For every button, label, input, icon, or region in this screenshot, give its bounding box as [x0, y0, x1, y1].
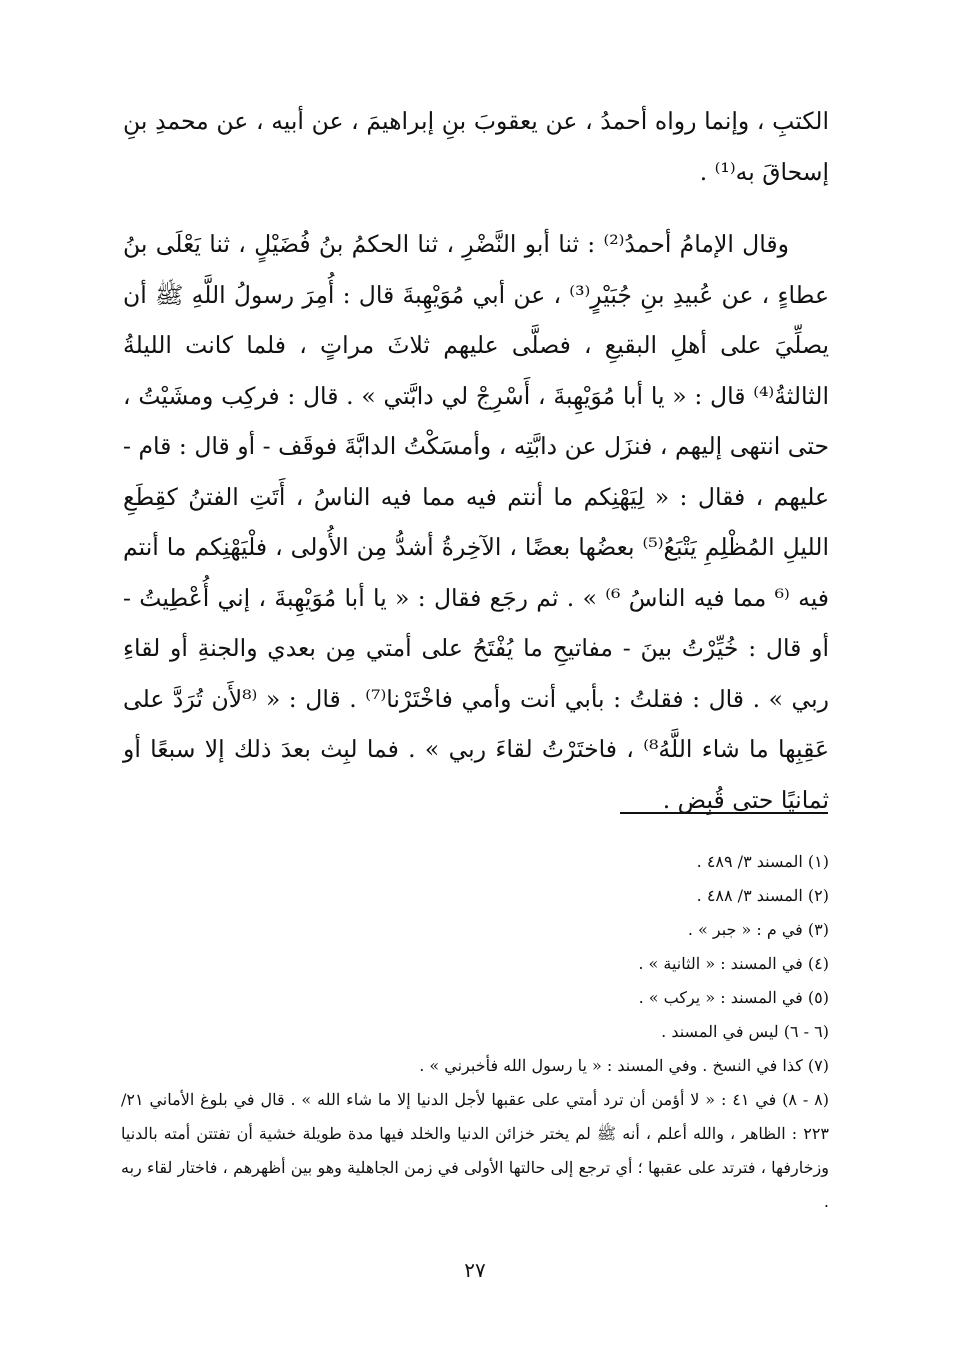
paragraph-2: وقال الإمامُ أحمدُ⁽²⁾ : ثنا أبو النَّضْرِ ، ثنا الحكمُ بنُ فُضَيْلٍ ، ثنا يَعْلَى بنُ عطاءٍ ، عن عُبيدِ بنِ جُبَيْرٍ⁽³⁾ ، عن أبي مُوَيْهِبةَ قال : أُمِرَ رسولُ اللَّهِ ﷺ أن يصلِّيَ على أهلِ البقيعِ ، فصلَّى عليهم ثلاثَ مراتٍ ، فلما كانت الليلةُ الثالثةُ⁽⁴⁾ قال : « يا أبا مُوَيْهِبةَ ، أَسْرِجْ لي دابَّتي » . قال : فركِب ومشَيْتُ ، حتى انتهى إليهم ، فنزَل عن دابَّتِه ، وأمسَكْتُ الدابَّةَ فوقَف - أو قال : قام - عليهم ، فقال : « لِيَهْنِكم ما أنتم فيه مما فيه الناسُ ، أَتَتِ الفتنُ كقِطَعِ الليلِ المُظْلِمِ يَتْبَعُ⁽⁵⁾ بعضُها بعضًا ، الآخِرةُ أشدُّ مِن الأُولى ، فلْيَهْنِكم ما أنتم فيه ⁽⁶ مما فيه الناسُ ⁶⁾ » . ثم رجَع فقال : « يا أبا مُوَيْهِبةَ ، إني أُعْطِيتُ - أو قال : خُيِّرْتُ بينَ - مفاتيحِ ما يُفْتَحُ على أمتي مِن بعدي والجنةِ أو لقاءِ ربي » . قال : فقلتُ : بأبي أنت وأمي فاخْتَرْنا⁽⁷⁾ . قال : « ⁽⁸لأَن تُرَدَّ على عَقِبِها ما شاء اللَّهُ⁸⁾ ، فاختَرْتُ لقاءَ ربي » . فما لبِث بعدَ ذلك إلا سبعًا أو ثمانيًا حتى قُبِض . [123, 230, 830, 814]
footnote-3: (٣) في م : « جبر » . [687, 920, 829, 939]
paragraph-1: الكتبِ ، وإنما رواه أحمدُ ، عن يعقوبَ بنِ إبراهيمَ ، عن أبيه ، عن محمدِ بنِ إسحاقَ به⁽¹⁾ . [123, 107, 829, 186]
footnote-divider [620, 812, 828, 814]
footnote-4: (٤) في المسند : « الثانية » . [638, 954, 829, 973]
footnote-6: (٦ - ٦) ليس في المسند . [661, 1022, 829, 1041]
footnote-1: (١) المسند ٣/ ٤٨٩ . [696, 852, 829, 871]
footnote-7: (٧) كذا في النسخ . وفي المسند : « يا رسول الله فأخبرني » . [419, 1056, 829, 1075]
footnote-5: (٥) في المسند : « يركب » . [638, 988, 829, 1007]
footnotes [121, 845, 829, 1219]
footnote-8: (٨ - ٨) في ٤١ : « لا أؤمن أن ترد أمتي على عقبها لأجل الدنيا إلا ما شاء الله » . قال في بلوغ الأماني ٢١/ ٢٢٣ : الظاهر ، والله أعلم ، أنه ﷺ لم يختر خزائن الدنيا والخلد فيها مدة طويلة خشية أن تفتتن أمته بالدنيا وزخارفها ، فترتد على عقبها ؛ أي ترجع إلى حالتها الأولى في زمن الجاهلية وهو بين أظهرهم ، فاختار لقاء ربه . [121, 1090, 829, 1211]
page-number: ٢٧ [464, 1258, 486, 1282]
main-text [123, 96, 829, 825]
footnote-2: (٢) المسند ٣/ ٤٨٨ . [696, 886, 829, 905]
